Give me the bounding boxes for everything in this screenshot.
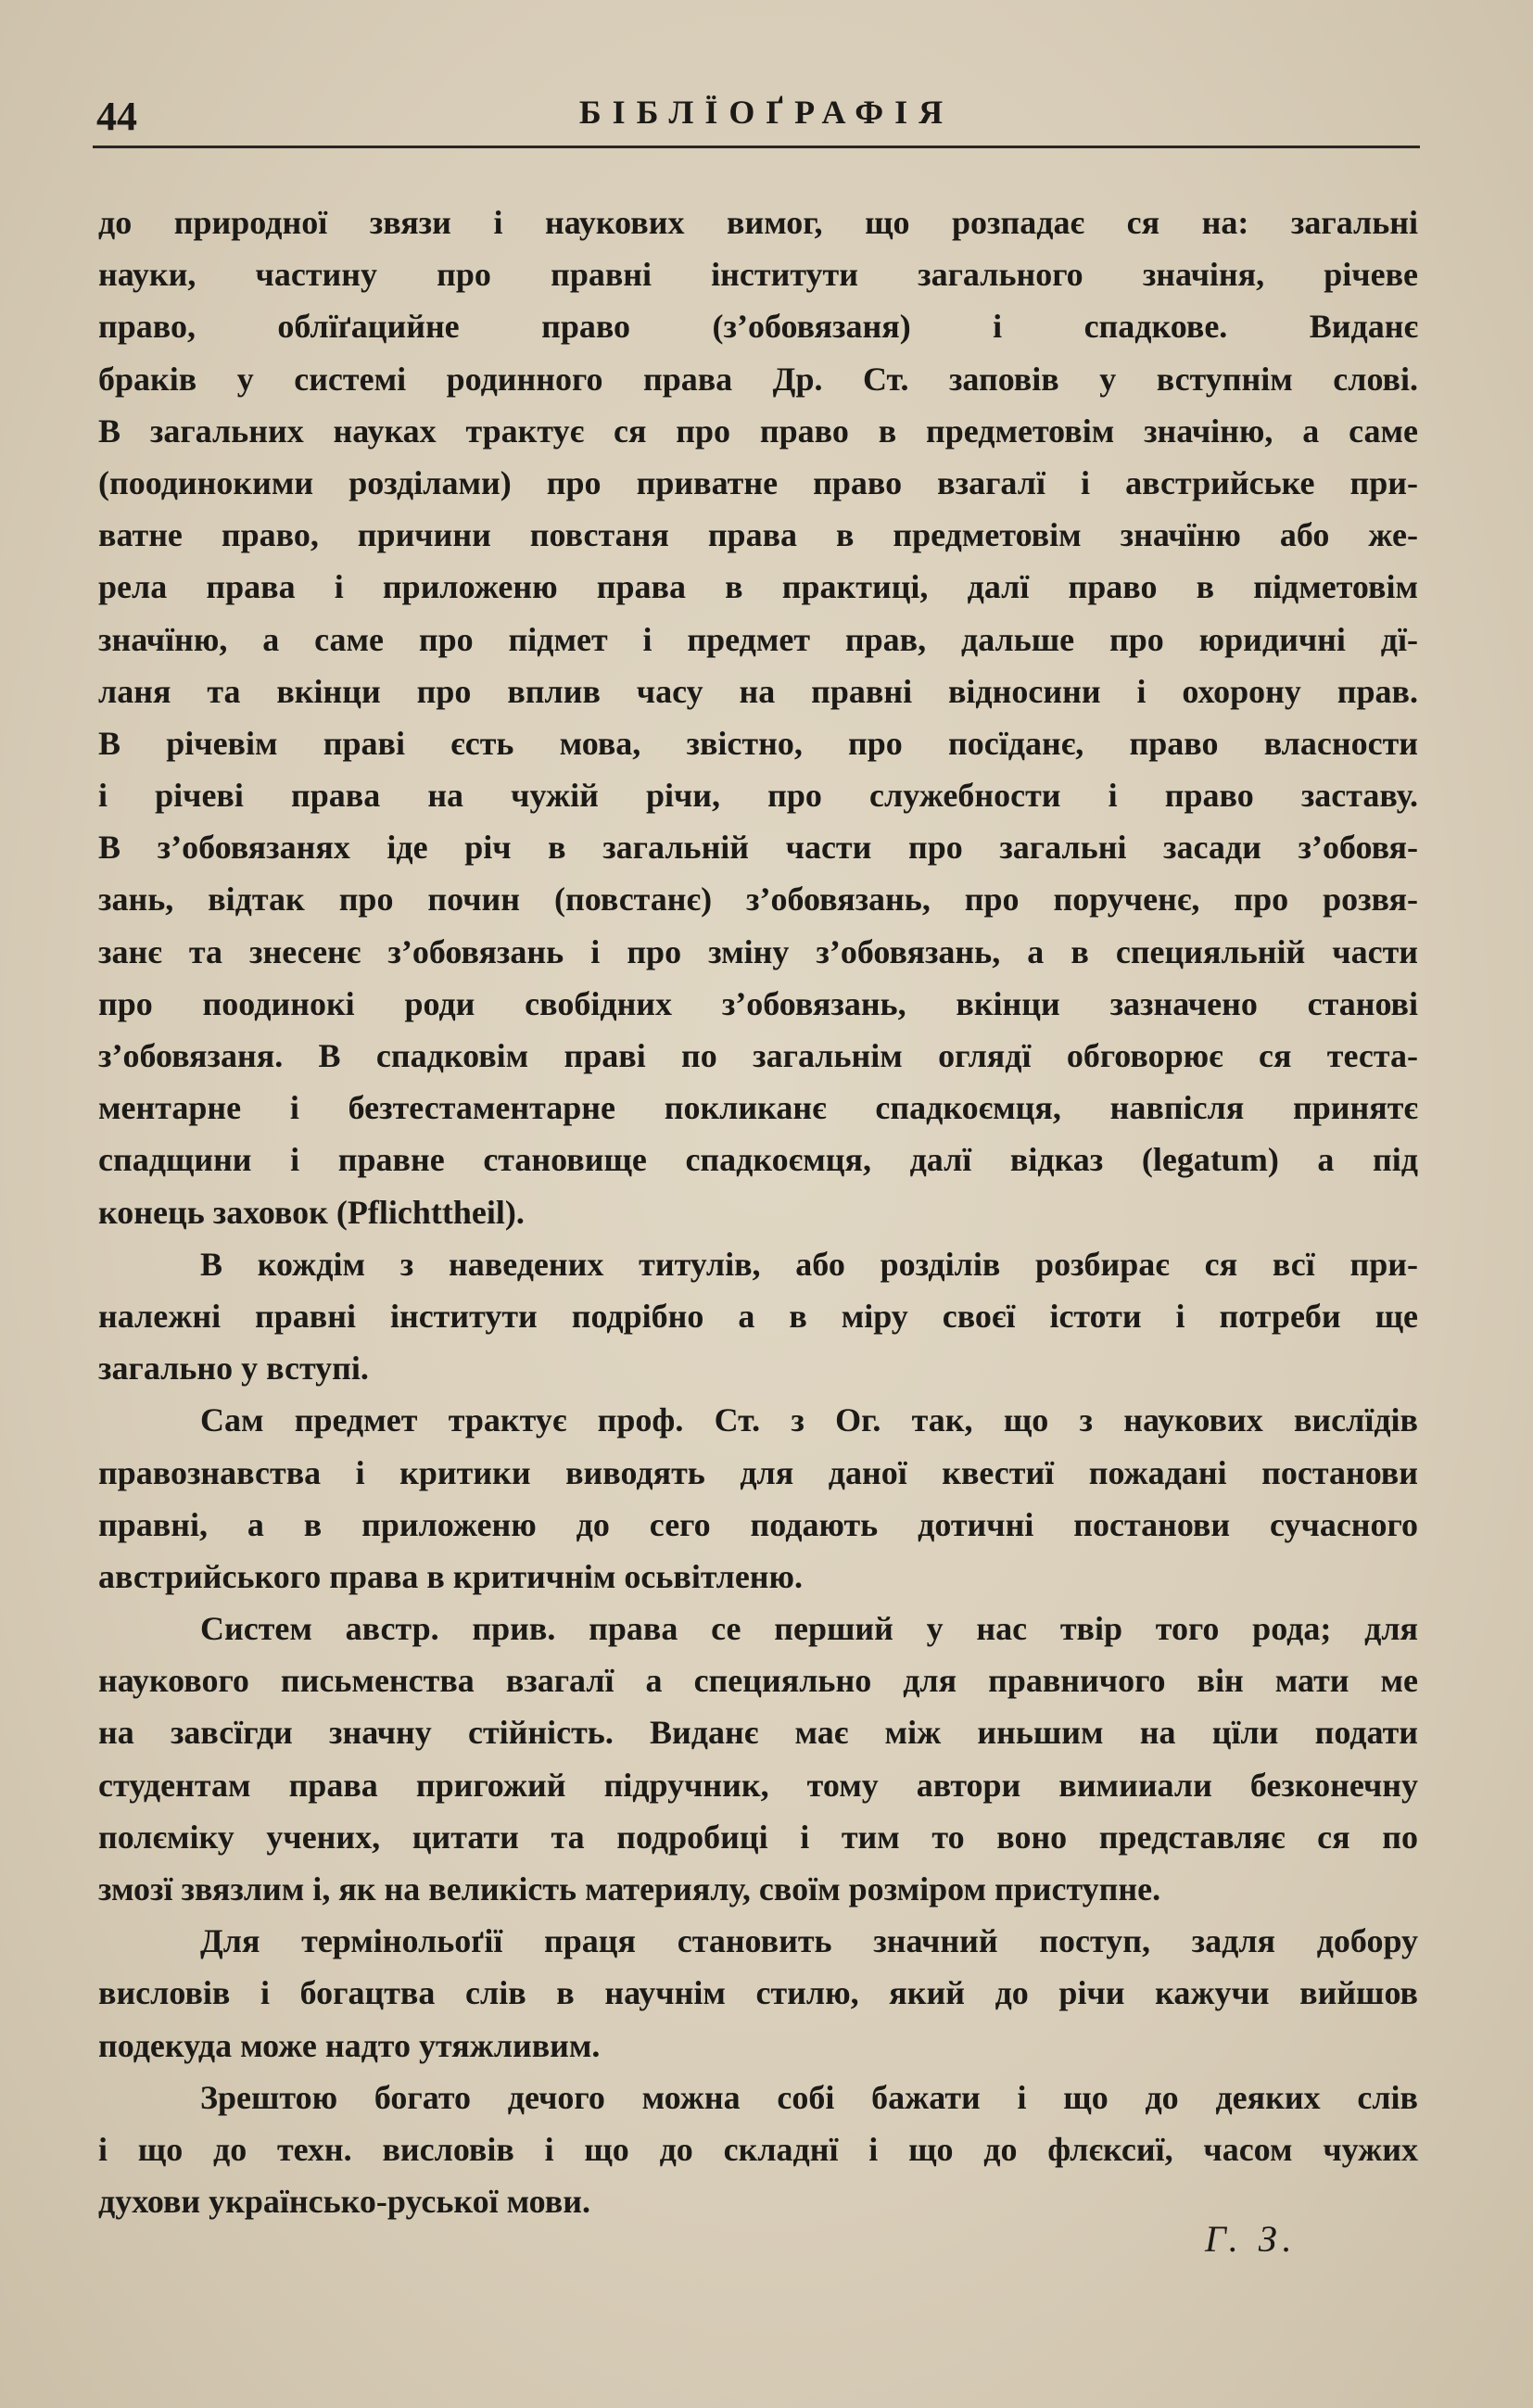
text-line: студентам права пригожий підручник, тому автори вимииали безконечну [98,1766,1418,1804]
text-line: правознавства і критики виводять для даної квестиї пожадані постанови [98,1453,1418,1491]
text-line: спадщини і правне становище спадкоємця, далї відказ (legatum) а під [98,1141,1418,1179]
header-rule [93,146,1420,148]
text-line: про поодинокі роди свобідних з’обовязань, вкінци зазначено станові [98,984,1418,1022]
page-number: 44 [96,94,137,139]
text-line: і що до техн. висловів і що до складнї і що до флєксиї, часом чужих [98,2130,1418,2168]
text-line: правні, а в приложеню до сего подають дотичні постанови сучасного [98,1505,1418,1543]
text-line: В річевім праві єсть мова, звістно, про посїданє, право власности [98,724,1418,762]
text-line: конець заховок (Pflichttheil). [98,1193,525,1231]
text-line: Сам предмет трактує проф. Ст. з Ог. так, що з наукових вислїдів [200,1401,1418,1439]
text-line: на завсїгди значну стійність. Виданє має між иньшим на цїли подати [98,1714,1418,1752]
text-line: до природної звязи і наукових вимог, що розпадає ся на: загальні [98,204,1418,241]
running-header-title: БІБЛЇОҐРАФІЯ [578,94,955,131]
text-line: браків у системі родинного права Др. Ст. заповів у вступнім слові. [98,360,1418,398]
text-line: змозї звязлим і, як на великість материялу, своїм розміром приступне. [98,1870,1161,1907]
text-line: належні правні інститути подрібно а в міру своєї істоти і потреби ще [98,1297,1418,1335]
body-text [98,196,1418,2227]
text-line: В з’обовязанях іде річ в загальній части про загальні засади з’обовя- [98,829,1418,867]
text-line: Зрештою богато дечого можна собі бажати і що до деяких слів [200,2078,1418,2116]
text-line: рела права і приложеню права в практиці, далї право в підметовім [98,568,1418,606]
text-line: Для термінольоґії праця становить значний поступ, задля добору [200,1922,1418,1960]
text-line: (поодинокими розділами) про приватне право взагалї і австрийське при- [98,463,1418,501]
text-line: ланя та вкінци про вплив часу на правні відносини і охорону прав. [98,672,1418,710]
text-line: зань, відтак про почин (повстанє) з’обовязань, про порученє, про розвя- [98,881,1418,919]
text-line: науки, частину про правні інститути загального значіня, річеве [98,256,1418,294]
text-line: право, облїґацийне право (з’обовязаня) і спадкове. Виданє [98,308,1418,346]
text-line: наукового письменства взагалї а специяльно для правничого він мати ме [98,1662,1418,1700]
text-line: В загальних науках трактує ся про право в предметовім значіню, а саме [98,412,1418,450]
text-line: В кождім з наведених титулів, або розділів розбирає ся всї при- [200,1245,1418,1283]
text-line: і річеві права на чужій річи, про служебности і право заставу. [98,777,1418,815]
text-line: з’обовязаня. В спадковім праві по загальнім оглядї обговорює ся теста- [98,1037,1418,1074]
text-line: загально у вступі. [98,1350,369,1388]
text-line: полєміку учених, цитати та подробиці і тим то воно представляє ся по [98,1818,1418,1856]
text-line: ватне право, причини повстаня права в предметовім значїню або же- [98,516,1418,554]
text-line: ментарне і безтестаментарне покликанє спадкоємця, навпісля принятє [98,1089,1418,1127]
signature: Г. З. [1205,2218,1298,2260]
text-line: Систем австр. прив. права се перший у нас твір того рода; для [200,1610,1418,1648]
text-line: значїню, а саме про підмет і предмет прав, дальше про юридичні дї- [98,620,1418,658]
text-line: подекуда може надто утяжливим. [98,2026,601,2064]
text-line: австрийського права в критичнім осьвітленю. [98,1557,804,1595]
text-line: занє та знесенє з’обовязань і про зміну з’обовязань, а в специяльній части [98,932,1418,970]
text-line: висловів і богацтва слів в научнім стилю, який до річи кажучи вийшов [98,1974,1418,2012]
text-line: духови українсько-руської мови. [98,2183,590,2221]
